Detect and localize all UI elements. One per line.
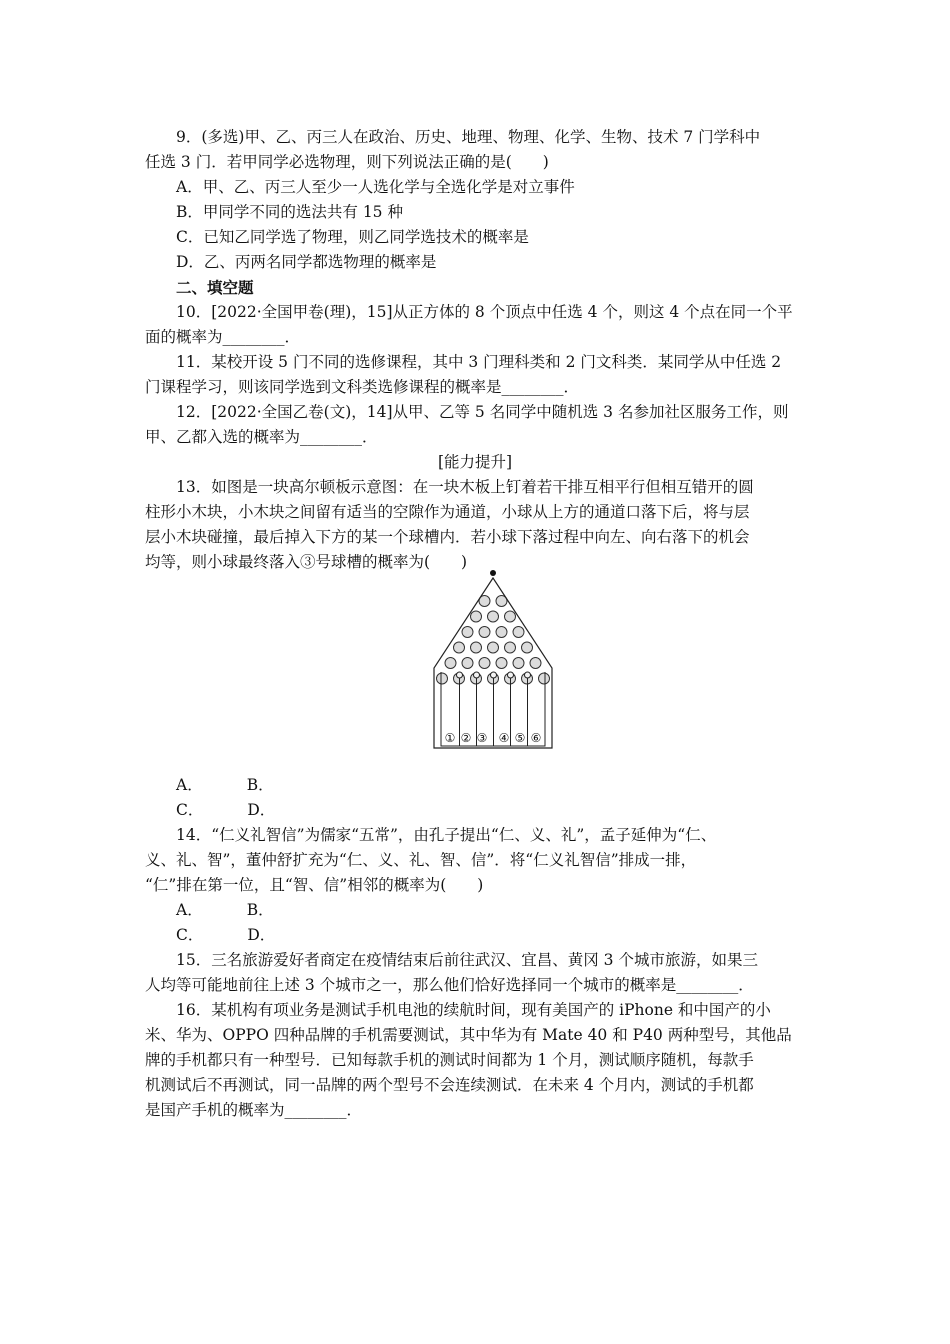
peg: [513, 627, 524, 638]
q16-line-1: 16．某机构有项业务是测试手机电池的续航时间，现有美国产的 iPhone 和中国产的小: [176, 1001, 771, 1019]
slot-label: ②: [460, 731, 472, 745]
ball-icon: [490, 570, 496, 576]
q13-line-2: 柱形小木块，小木块之间留有适当的空隙作为通道，小球从上方的通道口落下后，将与层: [145, 503, 750, 521]
q14-option-c: C．: [176, 926, 204, 944]
divider-knob: [457, 672, 463, 678]
peg: [437, 673, 448, 684]
peg: [496, 627, 507, 638]
slot-label: ⑤: [514, 731, 526, 745]
peg: [522, 642, 533, 653]
slot-label: ①: [444, 731, 456, 745]
q13-line-1: 13．如图是一块高尔顿板示意图：在一块木板上钉着若干排互相平行但相互错开的圆: [176, 478, 754, 496]
q13-option-b: B．: [246, 776, 274, 794]
q15-line-2: 人均等可能地前往上述 3 个城市之一，那么他们恰好选择同一个城市的概率是________．: [145, 976, 754, 994]
peg: [496, 658, 507, 669]
q14-option-a: A．: [176, 901, 203, 919]
q13-option-a: A．: [176, 776, 203, 794]
divider-knob: [474, 672, 480, 678]
q13-options-cd: [176, 798, 841, 823]
q13-line-4: 均等，则小球最终落入③号球槽的概率为( ): [145, 553, 468, 571]
peg: [454, 642, 465, 653]
q16-line-5: 是国产手机的概率为________．: [145, 1101, 363, 1119]
q9-line-1: 9．(多选)甲、乙、丙三人在政治、历史、地理、物理、化学、生物、技术 7 门学科中: [176, 128, 761, 146]
q14-option-d: D．: [247, 926, 276, 944]
q14-options-ab: [176, 898, 841, 923]
slot-label: ④: [498, 731, 510, 745]
peg: [462, 658, 473, 669]
q14-line-2: 义、礼、智”，董仲舒扩充为“仁、义、礼、智、信”．将“仁义礼智信”排成一排，: [145, 851, 697, 869]
divider-knob: [491, 672, 497, 678]
peg: [471, 611, 482, 622]
peg: [539, 673, 550, 684]
peg: [479, 627, 490, 638]
q16-line-4: 机测试后不再测试，同一品牌的两个型号不会连续测试．在未来 4 个月内，测试的手机都: [145, 1076, 754, 1094]
q14-line-1: 14．“仁义礼智信”为儒家“五常”，由孔子提出“仁、义、礼”，孟子延伸为“仁、: [176, 826, 717, 844]
q13-option-d: D．: [247, 801, 276, 819]
q16-line-2: 米、华为、OPPO 四种品牌的手机需要测试，其中华为有 Mate 40 和 P40 两种型号，其他品: [145, 1026, 792, 1044]
q9-option-d: D．乙、丙两名同学都选物理的概率是: [176, 253, 437, 271]
peg: [462, 627, 473, 638]
peg: [505, 642, 516, 653]
slot-label: ⑥: [530, 731, 542, 745]
q14-options-cd: [176, 923, 841, 948]
q14-option-b: B．: [246, 901, 274, 919]
peg: [488, 642, 499, 653]
peg: [445, 658, 456, 669]
q14-line-3: “仁”排在第一位，且“智、信”相邻的概率为( ): [145, 876, 484, 894]
peg: [530, 658, 541, 669]
q9-option-b: B．甲同学不同的选法共有 15 种: [176, 203, 403, 221]
peg: [513, 658, 524, 669]
q13-option-c: C．: [176, 801, 204, 819]
q15-line-1: 15．三名旅游爱好者商定在疫情结束后前往武汉、宜昌、黄冈 3 个城市旅游，如果三: [176, 951, 758, 969]
peg: [488, 611, 499, 622]
section-heading-advanced: [能力提升]: [437, 453, 513, 471]
q11-line-1: 11．某校开设 5 门不同的选修课程，其中 3 门理科类和 2 门文科类．某同学从中任选 2: [176, 353, 782, 371]
galton-board-figure: [428, 568, 558, 750]
peg: [471, 642, 482, 653]
q12-line-1: 12．[2022·全国乙卷(文)，14]从甲、乙等 5 名同学中随机选 3 名参加社区服务工作，则: [176, 403, 789, 421]
q9-option-a: A．甲、乙、丙三人至少一人选化学与全选化学是对立事件: [176, 178, 575, 196]
slot-label: ③: [476, 731, 488, 745]
q16-line-3: 牌的手机都只有一种型号．已知每款手机的测试时间都为 1 个月，测试顺序随机，每款手: [145, 1051, 754, 1069]
q10-line-2: 面的概率为________．: [145, 328, 301, 346]
peg: [505, 611, 516, 622]
section-heading-fill-in: 二、填空题: [176, 278, 254, 297]
q12-line-2: 甲、乙都入选的概率为________．: [145, 428, 378, 446]
q10-line-1: 10．[2022·全国甲卷(理)，15]从正方体的 8 个顶点中任选 4 个，则这 4 个点在同一个平: [176, 303, 793, 321]
peg: [479, 658, 490, 669]
q11-line-2: 门课程学习，则该同学选到文科类选修课程的概率是________．: [145, 378, 580, 396]
q9-option-c: C．已知乙同学选了物理，则乙同学选技术的概率是: [176, 228, 529, 246]
q9-line-2: 任选 3 门．若甲同学必选物理，则下列说法正确的是( ): [145, 153, 549, 171]
q13-options-ab: [176, 773, 841, 798]
q13-line-3: 层小木块碰撞，最后掉入下方的某一个球槽内．若小球下落过程中向左、向右落下的机会: [145, 528, 750, 546]
divider-knob: [508, 672, 514, 678]
divider-knob: [525, 672, 531, 678]
